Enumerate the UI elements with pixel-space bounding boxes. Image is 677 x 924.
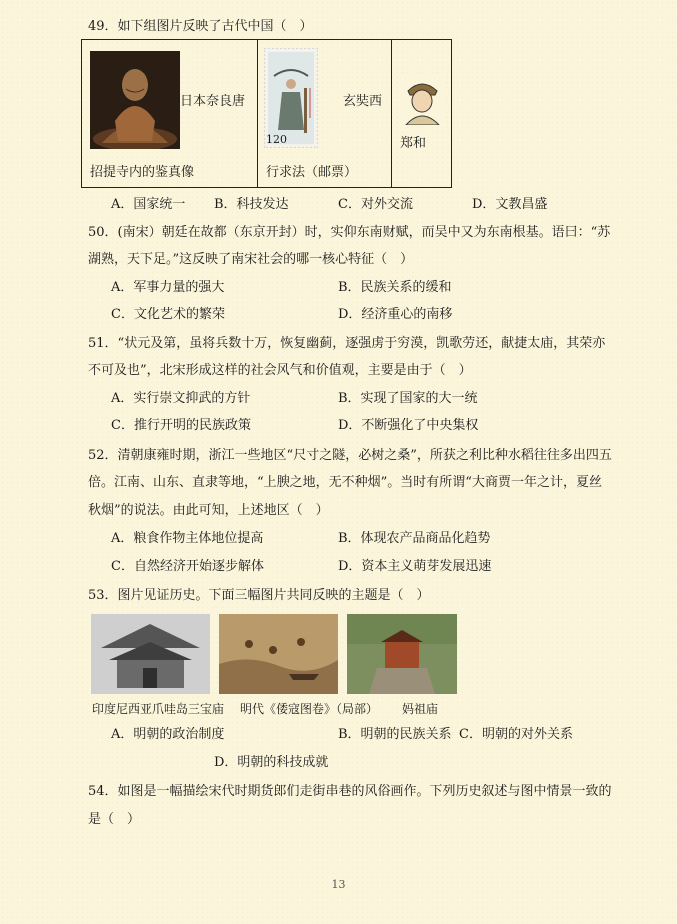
stamp-value: 120: [266, 133, 287, 146]
q49-option-a: A．国家统一: [111, 197, 186, 212]
q53-stem: 53．图片见证历史。下面三幅图片共同反映的主题是（ ）: [88, 588, 430, 603]
q54-line-2: 是（ ）: [88, 812, 141, 827]
q52-line-2: 倍。江南、山东、直隶等地，“上腴之地，无不种烟”。当时有所谓“大商贾一年之计，夏丝: [88, 475, 602, 490]
q50-line-1: 50．(南宋）朝廷在故都（东京开封）时，实仰东南财赋，而吴中又为东南根基。语曰：“苏: [88, 225, 611, 240]
q51-line-1: 51．“状元及第，虽将兵数十万，恢复幽蓟，逐强虏于穷漠，凯歌劳还，献捷太庙，其荣亦: [88, 336, 606, 351]
q52-line-1: 52．清朝康雍时期，浙江一些地区“尺寸之隧，必树之桑”，所获之利比种水稻往往多出四五: [88, 448, 612, 463]
q52-option-d: D．资本主义萌芽发展迅速: [338, 559, 492, 574]
q51-option-b: B．实现了国家的大一统: [338, 391, 478, 406]
q53-option-d: D．明朝的科技成就: [214, 755, 329, 770]
q49-option-d: D．文教昌盛: [472, 197, 548, 212]
q50-line-2: 湖熟，天下足。”这反映了南宋社会的哪一核心特征（ ）: [88, 252, 414, 267]
q53-option-a: A．明朝的政治制度: [111, 727, 225, 742]
q50-option-d: D．经济重心的南移: [338, 307, 453, 322]
q49-cell-zhenghe: [392, 40, 451, 187]
q49-stem: 49．如下组图片反映了古代中国（ ）: [88, 19, 313, 34]
q50-option-c: C．文化艺术的繁荣: [111, 307, 225, 322]
q49-caption-3a: 郑和: [400, 136, 427, 151]
q51-line-2: 不可及也”，北宋形成这样的社会风气和价值观，主要是由于（ ）: [88, 363, 472, 378]
q53-sanbao-temple-image: [91, 614, 210, 694]
q52-option-b: B．体现农产品商品化趋势: [338, 531, 491, 546]
q53-option-b: B．明朝的民族关系: [338, 727, 452, 742]
q53-option-c: C．明朝的对外关系: [459, 727, 573, 742]
jianzhen-statue-image: [90, 51, 180, 149]
q53-caption-1: 印度尼西亚爪哇岛三宝庙: [92, 702, 225, 716]
page-number: 13: [331, 878, 346, 891]
q49-option-b: B．科技发达: [214, 197, 289, 212]
q50-option-a: A．军事力量的强大: [111, 280, 225, 295]
q49-caption-2a: 玄奘西: [343, 94, 383, 109]
q49-caption-2b: 行求法（邮票）: [266, 165, 358, 180]
q54-line-1: 54．如图是一幅描绘宋代时期货郎们走街串巷的风俗画作。下列历史叙述与图中情景一致的: [88, 784, 612, 799]
q53-caption-2: 明代《倭寇图卷》（局部）: [240, 702, 379, 716]
q49-cell-jianzhen: [82, 40, 258, 187]
q49-caption-1a: 日本奈良唐: [180, 94, 246, 109]
q52-option-a: A．粮食作物主体地位提高: [111, 531, 264, 546]
q52-line-3: 秋烟”的说法。由此可知，上述地区（ ）: [88, 503, 329, 518]
zhenghe-portrait-image: [400, 75, 445, 125]
q53-caption-3: 妈祖庙: [402, 702, 439, 716]
q51-option-c: C．推行开明的民族政策: [111, 418, 251, 433]
q53-wokou-scroll-image: [219, 614, 338, 694]
q51-option-a: A．实行崇文抑武的方针: [111, 391, 251, 406]
q49-cell-xuanzang: [258, 40, 392, 187]
q50-option-b: B．民族关系的缓和: [338, 280, 452, 295]
q51-option-d: D．不断强化了中央集权: [338, 418, 479, 433]
q53-mazu-temple-image: [347, 614, 457, 694]
q49-image-table: [81, 39, 452, 188]
q49-caption-1b: 招提寺内的鉴真像: [90, 165, 195, 180]
q52-option-c: C．自然经济开始逐步解体: [111, 559, 264, 574]
q49-option-c: C．对外交流: [338, 197, 413, 212]
